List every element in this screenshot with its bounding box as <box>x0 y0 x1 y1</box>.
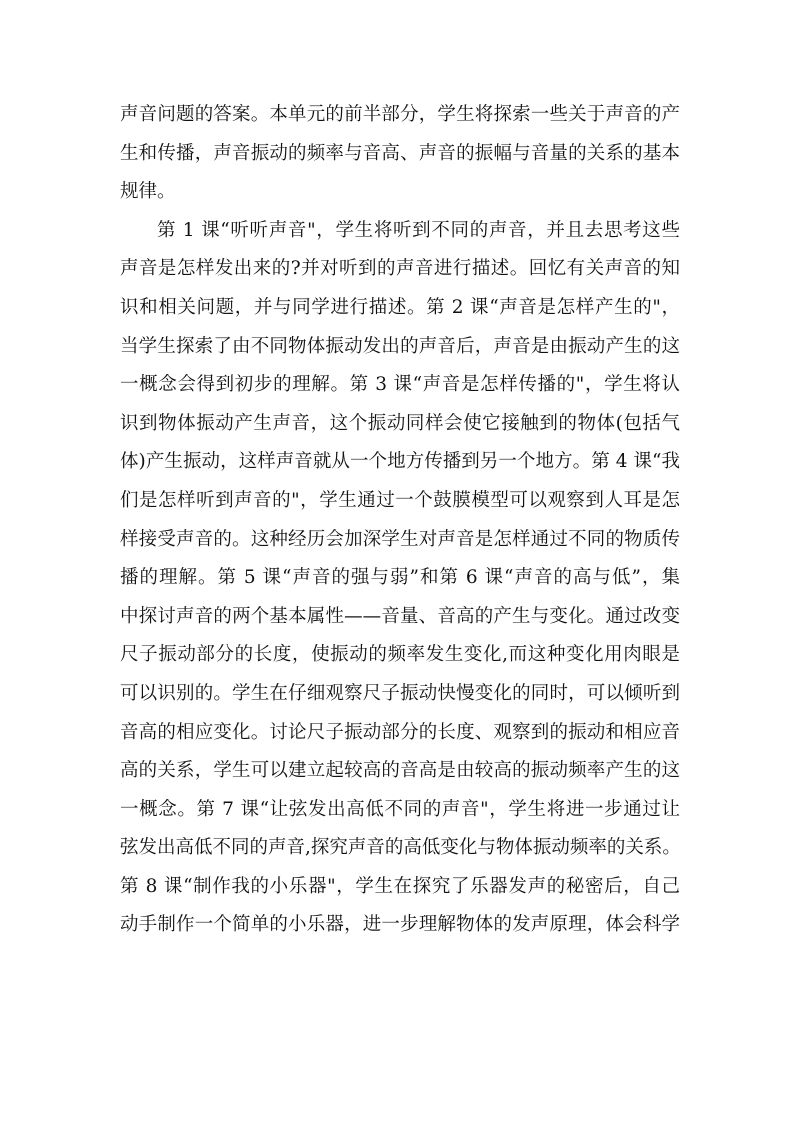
text-line: 们是怎样听到声音的"，学生通过一个鼓膜模型可以观察到人耳是怎 <box>120 489 680 511</box>
text-line: 音高的相应变化。讨论尺子振动部分的长度、观察到的振动和相应音 <box>120 721 680 743</box>
text-line: 声音问题的答案。本单元的前半部分，学生将探索一些关于声音的产 <box>120 104 680 125</box>
text-line: 动手制作一个简单的小乐器，进一步理解物体的发声原理，体会科学 <box>120 914 680 936</box>
paragraph-start-line: 第 1 课“听听声音"，学生将听到不同的声音，并且去思考这些 <box>157 219 680 241</box>
text-line: 识到物体振动产生声音，这个振动同样会使它接触到的物体(包括气 <box>120 412 680 434</box>
text-line: 尺子振动部分的长度，使振动的频率发生变化,而这种变化用肉眼是 <box>120 644 680 666</box>
text-line: 高的关系，学生可以建立起较高的音高是由较高的振动频率产生的这 <box>120 760 680 782</box>
text-line: 一概念会得到初步的理解。第 3 课“声音是怎样传播的"，学生将认 <box>120 374 680 396</box>
text-line: 播的理解。第 5 课“声音的强与弱”和第 6 课“声音的高与低”，集 <box>120 567 680 589</box>
text-line: 当学生探索了由不同物体振动发出的声音后，声音是由振动产生的这 <box>120 335 680 357</box>
body-text <box>120 96 680 945</box>
text-line: 体)产生振动，这样声音就从一个地方传播到另一个地方。第 4 课“我 <box>120 451 680 473</box>
text-line: 可以识别的。学生在仔细观察尺子振动快慢变化的同时，可以倾听到 <box>120 682 680 704</box>
text-line: 弦发出高低不同的声音,探究声音的高低变化与物体振动频率的关系。 <box>120 837 681 859</box>
text-line: 一概念。第 7 课“让弦发出高低不同的声音"，学生将进一步通过让 <box>120 798 680 820</box>
text-line: 中探讨声音的两个基本属性——音量、音高的产生与变化。通过改变 <box>120 605 680 627</box>
text-line: 样接受声音的。这种经历会加深学生对声音是怎样通过不同的物质传 <box>120 528 680 550</box>
text-line: 生和传播，声音振动的频率与音高、声音的振幅与音量的关系的基本 <box>120 142 680 164</box>
text-line: 第 8 课“制作我的小乐器"，学生在探究了乐器发声的秘密后，自己 <box>120 875 680 897</box>
text-line: 规律。 <box>120 181 176 203</box>
text-line: 声音是怎样发出来的?并对听到的声音进行描述。回忆有关声音的知 <box>120 258 680 280</box>
text-line: 识和相关问题，并与同学进行描述。第 2 课“声音是怎样产生的"， <box>120 296 680 318</box>
